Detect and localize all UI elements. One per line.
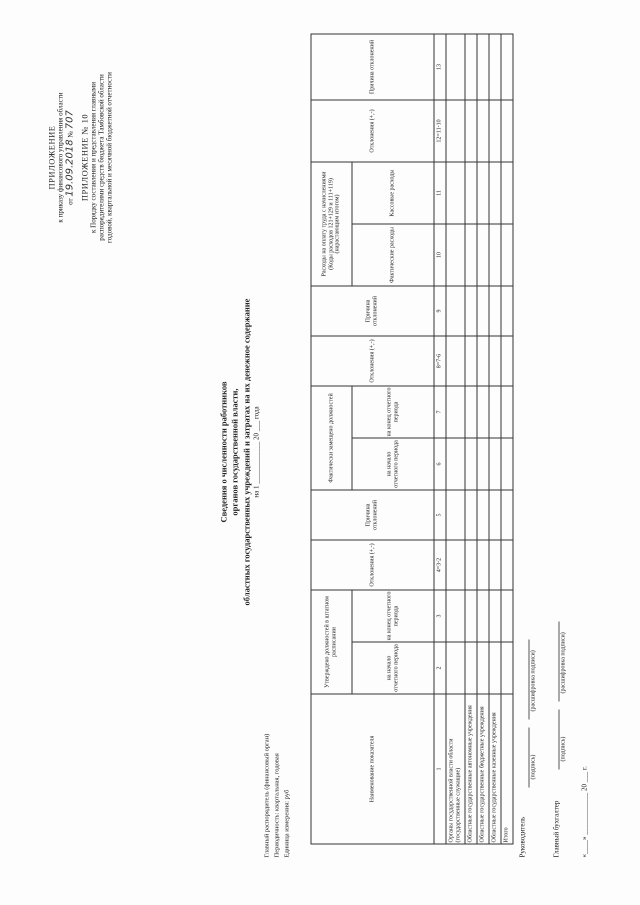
meta-block <box>263 734 292 858</box>
handwritten-number: 707 <box>64 110 76 130</box>
table-row <box>477 34 489 844</box>
title-line-1: Сведения о численности работников <box>218 381 229 523</box>
header-reason-3: Причина отклонений <box>311 34 434 100</box>
column-number-row <box>434 34 446 844</box>
head-label: Руководитель <box>518 816 527 858</box>
header-dev-2: Отклонения (+,-) <box>311 336 434 386</box>
header-fact-exp: Фактические расходы <box>352 224 434 286</box>
header-reason-2: Причина отклонений <box>311 286 434 336</box>
head-decode-line <box>529 640 530 720</box>
appendix-line-2: распорядителями средств бюджета Тамбовской области <box>97 74 106 241</box>
header-name: Наименование показателя <box>311 694 434 844</box>
header-approved-start: на начало отчетного периода <box>352 642 434 694</box>
meta-period: Периодичность: квартальная, годовая <box>273 753 281 858</box>
appendix-title: ПРИЛОЖЕНИЕ № 10 <box>79 113 90 202</box>
col-num: 12=11-10 <box>434 100 446 162</box>
header-approved-end: на конец отчетного периода <box>352 590 434 642</box>
head-decode-caption: (расшифровка подписи) <box>530 650 537 712</box>
table-row <box>465 34 477 844</box>
title-line-3: областных государственных учреждений и затратах на их денежное содержание <box>241 298 252 606</box>
accountant-label: Главный бухгалтер <box>552 800 561 858</box>
appendix-line-1: к Порядку составления и представления главными <box>89 82 98 233</box>
handwritten-date: 19.09.2018 <box>64 139 76 197</box>
acc-signature-line <box>559 710 560 770</box>
row-label: Органы государственной власти области (государственные служащие) <box>446 694 465 844</box>
title-line-4: на 1 ____________ 20 ___ года <box>252 406 261 498</box>
title-line-2: органов государственной власти, <box>229 388 240 516</box>
approval-order-line: к приказу финансового управления области <box>56 92 65 223</box>
header-expenses: Расходы на оплату труда с начислениями (Коды расходов 121+129 и 111+119) (нарастающим итогом) <box>311 162 352 286</box>
date-line: «____» ____________ 20 ___ г. <box>580 766 589 858</box>
meta-admin: Главный распорядитель (финансовый орган) <box>263 733 271 858</box>
col-num: 10 <box>434 224 446 286</box>
acc-decode-line <box>559 622 560 702</box>
header-actual-start: на начало отчетного периода <box>352 438 434 490</box>
number-prefix: № <box>66 130 75 138</box>
header-approved: Утверждено должностей в штатном расписании <box>311 590 352 694</box>
meta-unit: Единица измерения: руб <box>283 789 290 858</box>
row-label: Областные государственные казенные учреждения <box>489 694 501 844</box>
acc-decode-caption: (расшифровка подписи) <box>560 632 567 694</box>
approval-title: ПРИЛОЖЕНИЕ <box>46 125 57 190</box>
header-dev-1: Отклонения (+,-) <box>311 540 434 590</box>
col-num: 6 <box>434 438 446 490</box>
col-num: 3 <box>434 590 446 642</box>
approval-block <box>47 33 114 283</box>
report-table <box>311 33 514 844</box>
table-row <box>489 34 501 844</box>
head-signature-line <box>529 728 530 788</box>
header-cash-exp: Кассовые расходы <box>352 162 434 224</box>
row-label: Областные государственные автономные учреждения <box>465 694 477 844</box>
table-header-row-1 <box>311 34 352 844</box>
col-num: 11 <box>434 162 446 224</box>
header-dev-3: Отклонения (+,-) <box>311 100 434 162</box>
rotated-form-sheet <box>41 25 601 880</box>
col-num: 2 <box>434 642 446 694</box>
header-reason-1: Причина отклонений <box>311 490 434 540</box>
col-num: 4=3-2 <box>434 540 446 590</box>
appendix-line-3: годовой, квартальной и месячной бюджетной отчетности <box>105 72 114 243</box>
header-actual-end: на конец отчетного периода <box>352 386 434 438</box>
date-prefix: от <box>66 198 75 205</box>
document-title <box>219 25 262 880</box>
row-label: Областные государственные бюджетные учреждения <box>477 694 489 844</box>
head-signature-caption: (подпись) <box>530 754 537 780</box>
col-num: 13 <box>434 34 446 100</box>
header-actual: Фактически замещено должностей <box>311 386 352 490</box>
table-row <box>446 34 465 844</box>
col-num: 5 <box>434 490 446 540</box>
col-num: 7 <box>434 386 446 438</box>
col-num: 8=7-6 <box>434 336 446 386</box>
col-num: 1 <box>434 694 446 844</box>
approval-date-line <box>65 33 76 283</box>
col-num: 9 <box>434 286 446 336</box>
row-label: Итого <box>501 694 513 844</box>
acc-signature-caption: (подпись) <box>560 736 567 762</box>
table-row-total <box>501 34 513 844</box>
